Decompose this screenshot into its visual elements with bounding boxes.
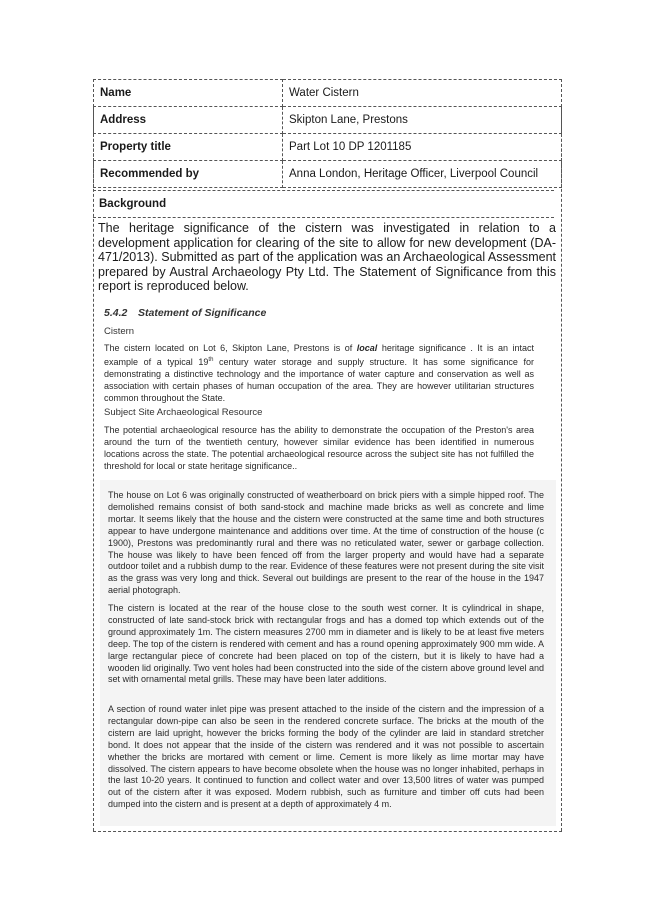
row-label-property-title: Property title xyxy=(94,134,283,161)
statement-title: Statement of Significance xyxy=(138,307,267,319)
cistern-subheading: Cistern xyxy=(104,326,135,337)
emphasis-local: local xyxy=(356,343,378,353)
background-heading: Background xyxy=(93,190,554,218)
heritage-details-table xyxy=(93,79,562,188)
row-value-property-title: Part Lot 10 DP 1201185 xyxy=(283,134,562,161)
row-value-recommended-by: Anna London, Heritage Officer, Liverpool Council xyxy=(283,161,562,188)
table-row xyxy=(94,134,562,161)
statement-heading xyxy=(104,307,266,319)
superscript: th xyxy=(208,357,214,364)
quote-paragraph-house: The house on Lot 6 was originally constructed of weatherboard on brick piers with a simple hipped roof. The demolished remains consist of both sand-stock and machine made bricks as well as concrete and lime mortar. It seems likely that the house and the cistern were constructed at the same time and both structures appear to have undergone maintenance and additions over time. At the time of construction of the house (c 1900), Prestons was predominantly rural and there was no reticulated water, sewer or garbage collection. The house was likely to have been fenced off from the larger property and would have had a separate outdoor toilet and a rubbish dump to the rear. Evidence of these features were not present during the site visit as the grass was very long and thick. Several out buildings are present to the rear of the house in the 1947 aerial photograph. xyxy=(108,490,544,596)
row-value-name: Water Cistern xyxy=(283,80,562,107)
table-row xyxy=(94,80,562,107)
text-run: The cistern located on Lot 6, Skipton Lane, Prestons is of xyxy=(104,343,357,353)
text-run: heritage significance . It is an intact example of a typical 19 xyxy=(104,343,534,368)
cistern-significance-text xyxy=(104,342,534,404)
resource-subheading: Subject Site Archaeological Resource xyxy=(104,407,263,418)
table-row xyxy=(94,107,562,134)
quote-paragraph-cistern-structure: The cistern is located at the rear of the house close to the south west corner. It is cylindrical in shape, constructed of late sand-stock brick with rectangular frogs and has a domed top which extends out of the ground approximately 1m. The cistern measures 2700 mm in diameter and is likely to be at least five meters deep. The top of the cistern is rendered with cement and has a round opening approximately 900 mm wide. A large rectangular piece of concrete had been placed on top of the cistern, but it is likely to have had a wooden lid originally. Two vent holes had been constructed into the side of the cistern above ground level and set with ornamental metal grills. These may have been later additions. xyxy=(108,603,544,685)
row-value-address: Skipton Lane, Prestons xyxy=(283,107,562,134)
page-frame-bottom xyxy=(93,831,562,832)
row-label-recommended-by: Recommended by xyxy=(94,161,283,188)
statement-number: 5.4.2 xyxy=(104,307,128,319)
resource-significance-text: The potential archaeological resource has the ability to demonstrate the occupation of the Preston's area around the turn of the twentieth century, however similar evidence has been identified in numerous locations across the state. The potential archaeological resource across the subject site has not fulfilled the threshold for local or state heritage significance.. xyxy=(104,425,534,472)
quote-paragraph-cistern-details: A section of round water inlet pipe was present attached to the inside of the cistern and the impression of a rectangular down-pipe can also be seen in the rendered concrete surface. The bricks at the mouth of the cistern are laid upright, however the bricks forming the body of the cylinder are laid in standard stretcher bond. It does not appear that the inside of the cistern was rendered and it was not possible to ascertain whether the bricks are mortared with cement or lime. Cement is more likely as lime mortar may have dissolved. The cistern appears to have become obsolete when the house was no longer inhabited, perhaps in the last 10-20 years. It continued to function and collect water and over 13,500 litres of water was pumped out of the cistern after it was exposed. Modern rubbish, such as furniture and timber off cuts had been dumped into the cistern and is present at a depth of approximately 4 m. xyxy=(108,704,544,810)
row-label-address: Address xyxy=(94,107,283,134)
table-row xyxy=(94,161,562,188)
text-run: century water storage and supply structure. It has some significance for demonstrating a distinctive technology and the importance of water capture and conservation as well as association with certain phases of human occupation of the area. They are however utilitarian structures common throughout the State. xyxy=(104,357,534,404)
row-label-name: Name xyxy=(94,80,283,107)
background-text: The heritage significance of the cistern was investigated in relation to a development application for clearing of the site to allow for new development (DA-471/2013). Submitted as part of the application was an Archaeological Assessment prepared by Austral Archaeology Pty Ltd. The Statement of Significance from this report is reproduced below. xyxy=(98,221,556,294)
